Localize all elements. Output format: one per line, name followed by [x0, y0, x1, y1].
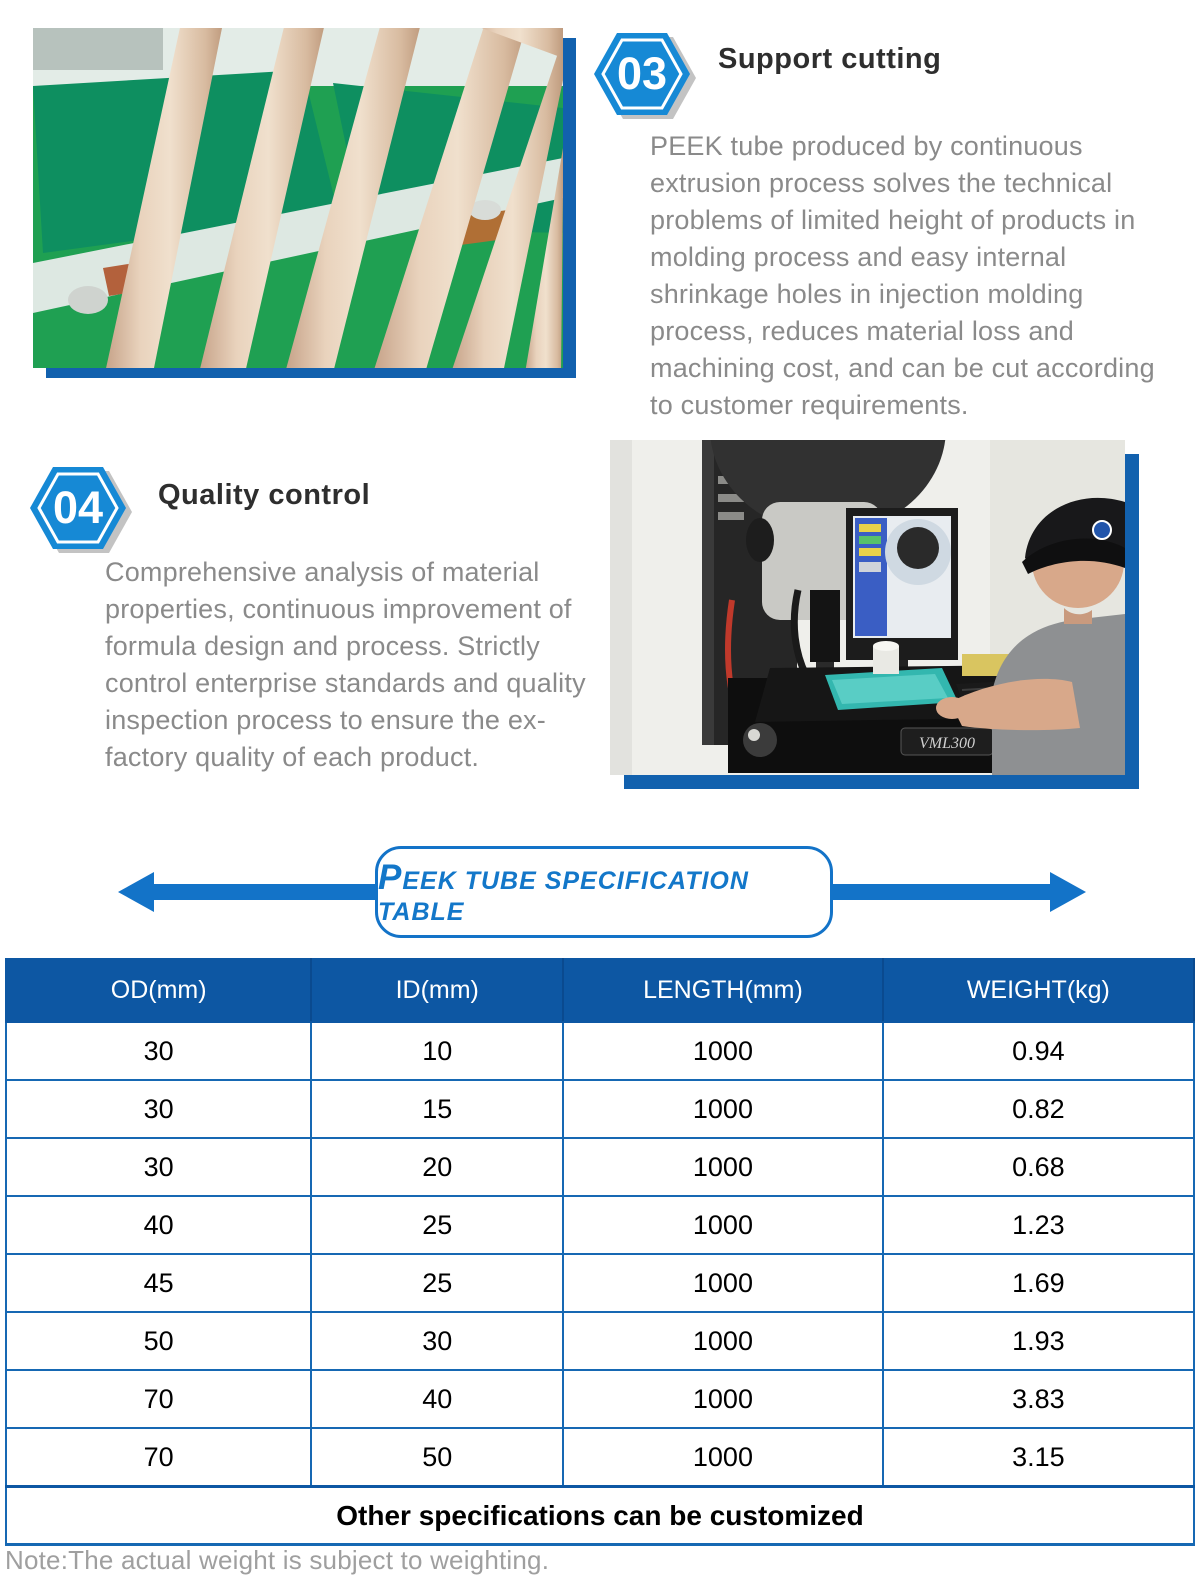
table-row [6, 1022, 1194, 1080]
header-od: OD(mm) [6, 959, 311, 1022]
quality-control-illustration [610, 440, 1125, 775]
header-weight: WEIGHT(kg) [883, 959, 1194, 1022]
left-arrow-icon [116, 870, 380, 914]
table-cell: 70 [6, 1428, 311, 1487]
table-cell: 1.93 [883, 1312, 1194, 1370]
right-arrow-icon [828, 870, 1088, 914]
peek-tubes-photo [33, 28, 563, 368]
table-cell: 1000 [563, 1080, 883, 1138]
badge-03-number: 03 [616, 48, 668, 99]
table-cell: 30 [6, 1022, 311, 1080]
support-cutting-body: PEEK tube produced by continuous extrusion process solves the technical problems of limited height of products in molding process and easy internal shrinkage holes in injection molding process, reduces material loss and machining cost, and can be cut according to customer requirements. [650, 131, 1155, 420]
table-cell: 1000 [563, 1138, 883, 1196]
badge-04-number: 04 [52, 482, 104, 533]
quality-control-title: Quality control [158, 479, 371, 511]
quality-control-body: Comprehensive analysis of material properties, continuous improvement of formula design and process. Strictly control enterprise standards and quality inspection process to ensure the ex-factory quality of each product. [105, 557, 586, 772]
table-row [6, 1196, 1194, 1254]
table-row [6, 1080, 1194, 1138]
spec-table-header [6, 959, 1194, 1022]
table-cell: 1.23 [883, 1196, 1194, 1254]
header-row [6, 959, 1194, 1022]
badge-03-hexagon [592, 27, 696, 121]
table-cell: 25 [311, 1254, 563, 1312]
spec-table-banner [375, 846, 833, 938]
table-cell: 50 [311, 1428, 563, 1487]
peek-tubes-illustration [33, 28, 563, 368]
badge-04-hexagon [28, 461, 132, 555]
table-cell: 0.68 [883, 1138, 1194, 1196]
weight-note: Note:The actual weight is subject to weighting. [5, 1545, 550, 1575]
table-cell: 1000 [563, 1196, 883, 1254]
hexagon-icon [592, 27, 696, 121]
spec-table [5, 958, 1195, 1546]
spec-table-banner-label: PEEK TUBE SPECIFICATION TABLE [378, 857, 749, 926]
table-cell: 0.82 [883, 1080, 1194, 1138]
footer-row [6, 1487, 1194, 1545]
table-cell: 3.83 [883, 1370, 1194, 1428]
table-row [6, 1370, 1194, 1428]
table-cell: 1.69 [883, 1254, 1194, 1312]
table-cell: 1000 [563, 1428, 883, 1487]
table-cell: 45 [6, 1254, 311, 1312]
table-cell: 40 [6, 1196, 311, 1254]
support-cutting-title: Support cutting [718, 43, 942, 75]
table-cell: 30 [6, 1080, 311, 1138]
header-length: LENGTH(mm) [563, 959, 883, 1022]
table-cell: 40 [311, 1370, 563, 1428]
table-row [6, 1254, 1194, 1312]
hexagon-icon [28, 461, 132, 555]
table-cell: 10 [311, 1022, 563, 1080]
machine-label: VML300 [919, 735, 975, 752]
table-cell: 0.94 [883, 1022, 1194, 1080]
table-cell: 25 [311, 1196, 563, 1254]
table-row [6, 1312, 1194, 1370]
footer-note: Other specifications can be customized [6, 1487, 1194, 1545]
header-id: ID(mm) [311, 959, 563, 1022]
table-cell: 70 [6, 1370, 311, 1428]
table-cell: 15 [311, 1080, 563, 1138]
table-cell: 1000 [563, 1312, 883, 1370]
table-row [6, 1428, 1194, 1487]
table-cell: 20 [311, 1138, 563, 1196]
table-row [6, 1138, 1194, 1196]
table-cell: 1000 [563, 1254, 883, 1312]
spec-table-body [6, 1022, 1194, 1487]
table-cell: 30 [6, 1138, 311, 1196]
quality-control-photo [610, 440, 1125, 775]
table-cell: 30 [311, 1312, 563, 1370]
spec-table-footer [6, 1487, 1194, 1545]
table-cell: 1000 [563, 1022, 883, 1080]
table-cell: 50 [6, 1312, 311, 1370]
table-cell: 3.15 [883, 1428, 1194, 1487]
table-cell: 1000 [563, 1370, 883, 1428]
